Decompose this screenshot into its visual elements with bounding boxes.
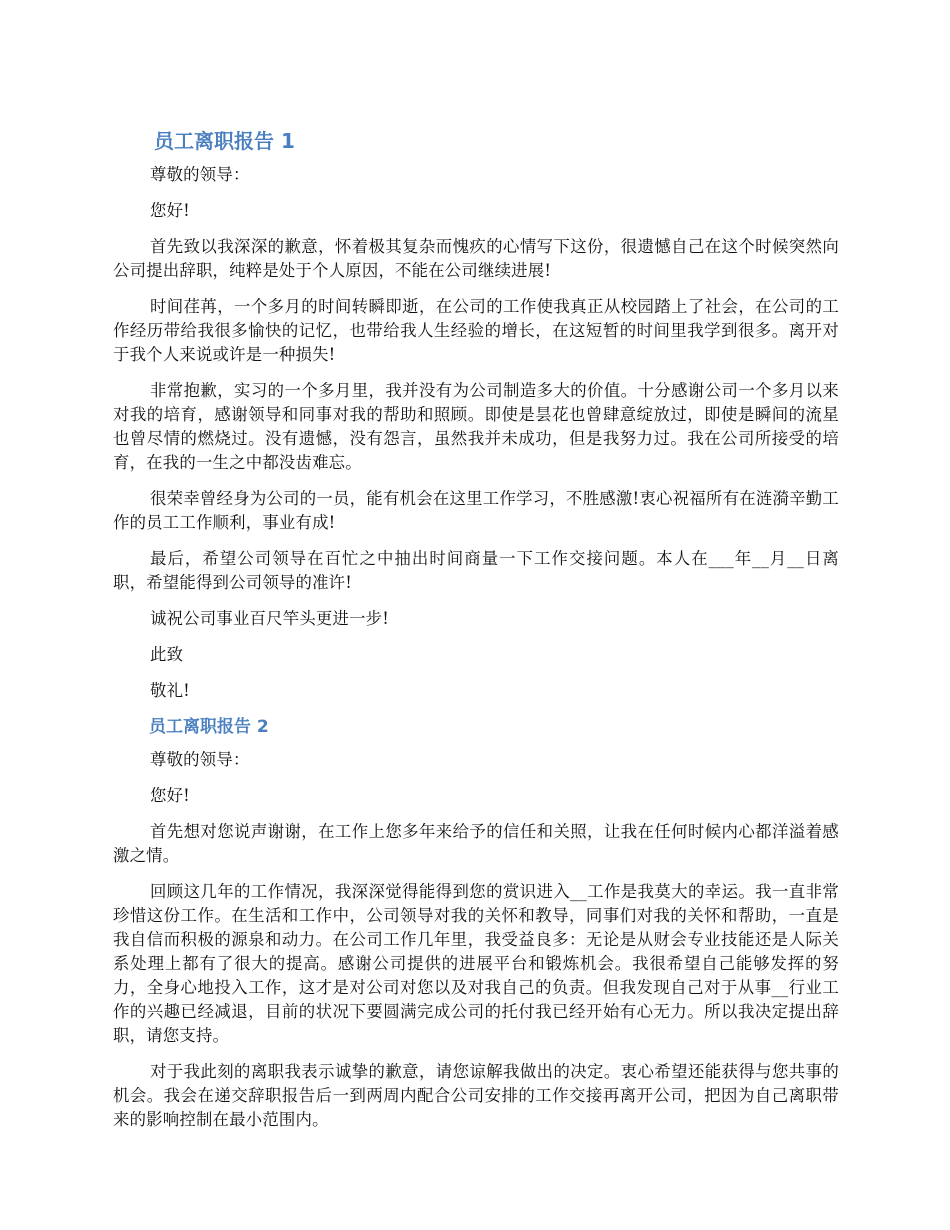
- report-1-salutation: 尊敬的领导：: [150, 165, 250, 184]
- report-1-paragraph: 最后，希望公司领导在百忙之中抽出时间商量一下工作交接问题。本人在___年__月__日离职，希望能得到公司领导的准许!: [113, 549, 839, 592]
- report-1-wish: 诚祝公司事业百尺竿头更进一步!: [150, 609, 390, 628]
- report-1-paragraph: 非常抱歉，实习的一个多月里，我并没有为公司制造多大的价值。十分感谢公司一个多月以来对我的培育，感谢领导和同事对我的帮助和照顾。即使是昙花也曾肆意绽放过，即使是瞬间的流星也曾尽情的燃烧过。没有遗憾，没有怨言，虽然我并未成功，但是我努力过。我在公司所接受的培育，在我的一生之中都没齿难忘。: [113, 381, 839, 472]
- document-page: [113, 126, 839, 1144]
- report-1-title: 员工离职报告 1: [154, 129, 295, 153]
- report-2-title: 员工离职报告 2: [149, 717, 269, 737]
- report-2-paragraph: 对于我此刻的离职我表示诚挚的歉意，请您谅解我做出的决定。衷心希望还能获得与您共事的机会。我会在递交辞职报告后一到两周内配合公司安排的工作交接再离开公司，把因为自己离职带来的影响控制在最小范围内。: [113, 1062, 839, 1129]
- report-2-salutation: 尊敬的领导：: [150, 750, 250, 769]
- report-1-closing: 此致: [150, 645, 184, 664]
- report-1-greeting: 您好!: [150, 201, 190, 220]
- report-1-paragraph: 时间荏苒，一个多月的时间转瞬即逝，在公司的工作使我真正从校园踏上了社会，在公司的工作经历带给我很多愉快的记忆，也带给我人生经验的增长，在这短暂的时间里我学到很多。离开对于我个人来说或许是一种损失!: [113, 297, 839, 364]
- report-2-paragraph: 回顾这几年的工作情况，我深深觉得能得到您的赏识进入__工作是我莫大的幸运。我一直非常珍惜这份工作。在生活和工作中，公司领导对我的关怀和教导，同事们对我的关怀和帮助，一直是我自信而积极的源泉和动力。在公司工作几年里，我受益良多：无论是从财会专业技能还是人际关系处理上都有了很大的提高。感谢公司提供的进展平台和锻炼机会。我很希望自己能够发挥的努力，全身心地投入工作，这才是对公司对您以及对我自己的负责。但我发现自己对于从事__行业工作的兴趣已经减退，目前的状况下要圆满完成公司的托付我已经开始有心无力。所以我决定提出辞职，请您支持。: [113, 882, 839, 1045]
- report-1-paragraph: 很荣幸曾经身为公司的一员，能有机会在这里工作学习，不胜感激!衷心祝福所有在涟漪辛勤工作的员工工作顺利，事业有成!: [113, 489, 839, 532]
- report-2-greeting: 您好!: [150, 786, 190, 805]
- report-1-regards: 敬礼!: [150, 681, 190, 700]
- report-2-paragraph: 首先想对您说声谢谢，在工作上您多年来给予的信任和关照，让我在任何时候内心都洋溢着感激之情。: [113, 822, 839, 865]
- report-1-paragraph: 首先致以我深深的歉意，怀着极其复杂而愧疚的心情写下这份，很遗憾自己在这个时候突然向公司提出辞职，纯粹是处于个人原因，不能在公司继续进展!: [113, 237, 839, 280]
